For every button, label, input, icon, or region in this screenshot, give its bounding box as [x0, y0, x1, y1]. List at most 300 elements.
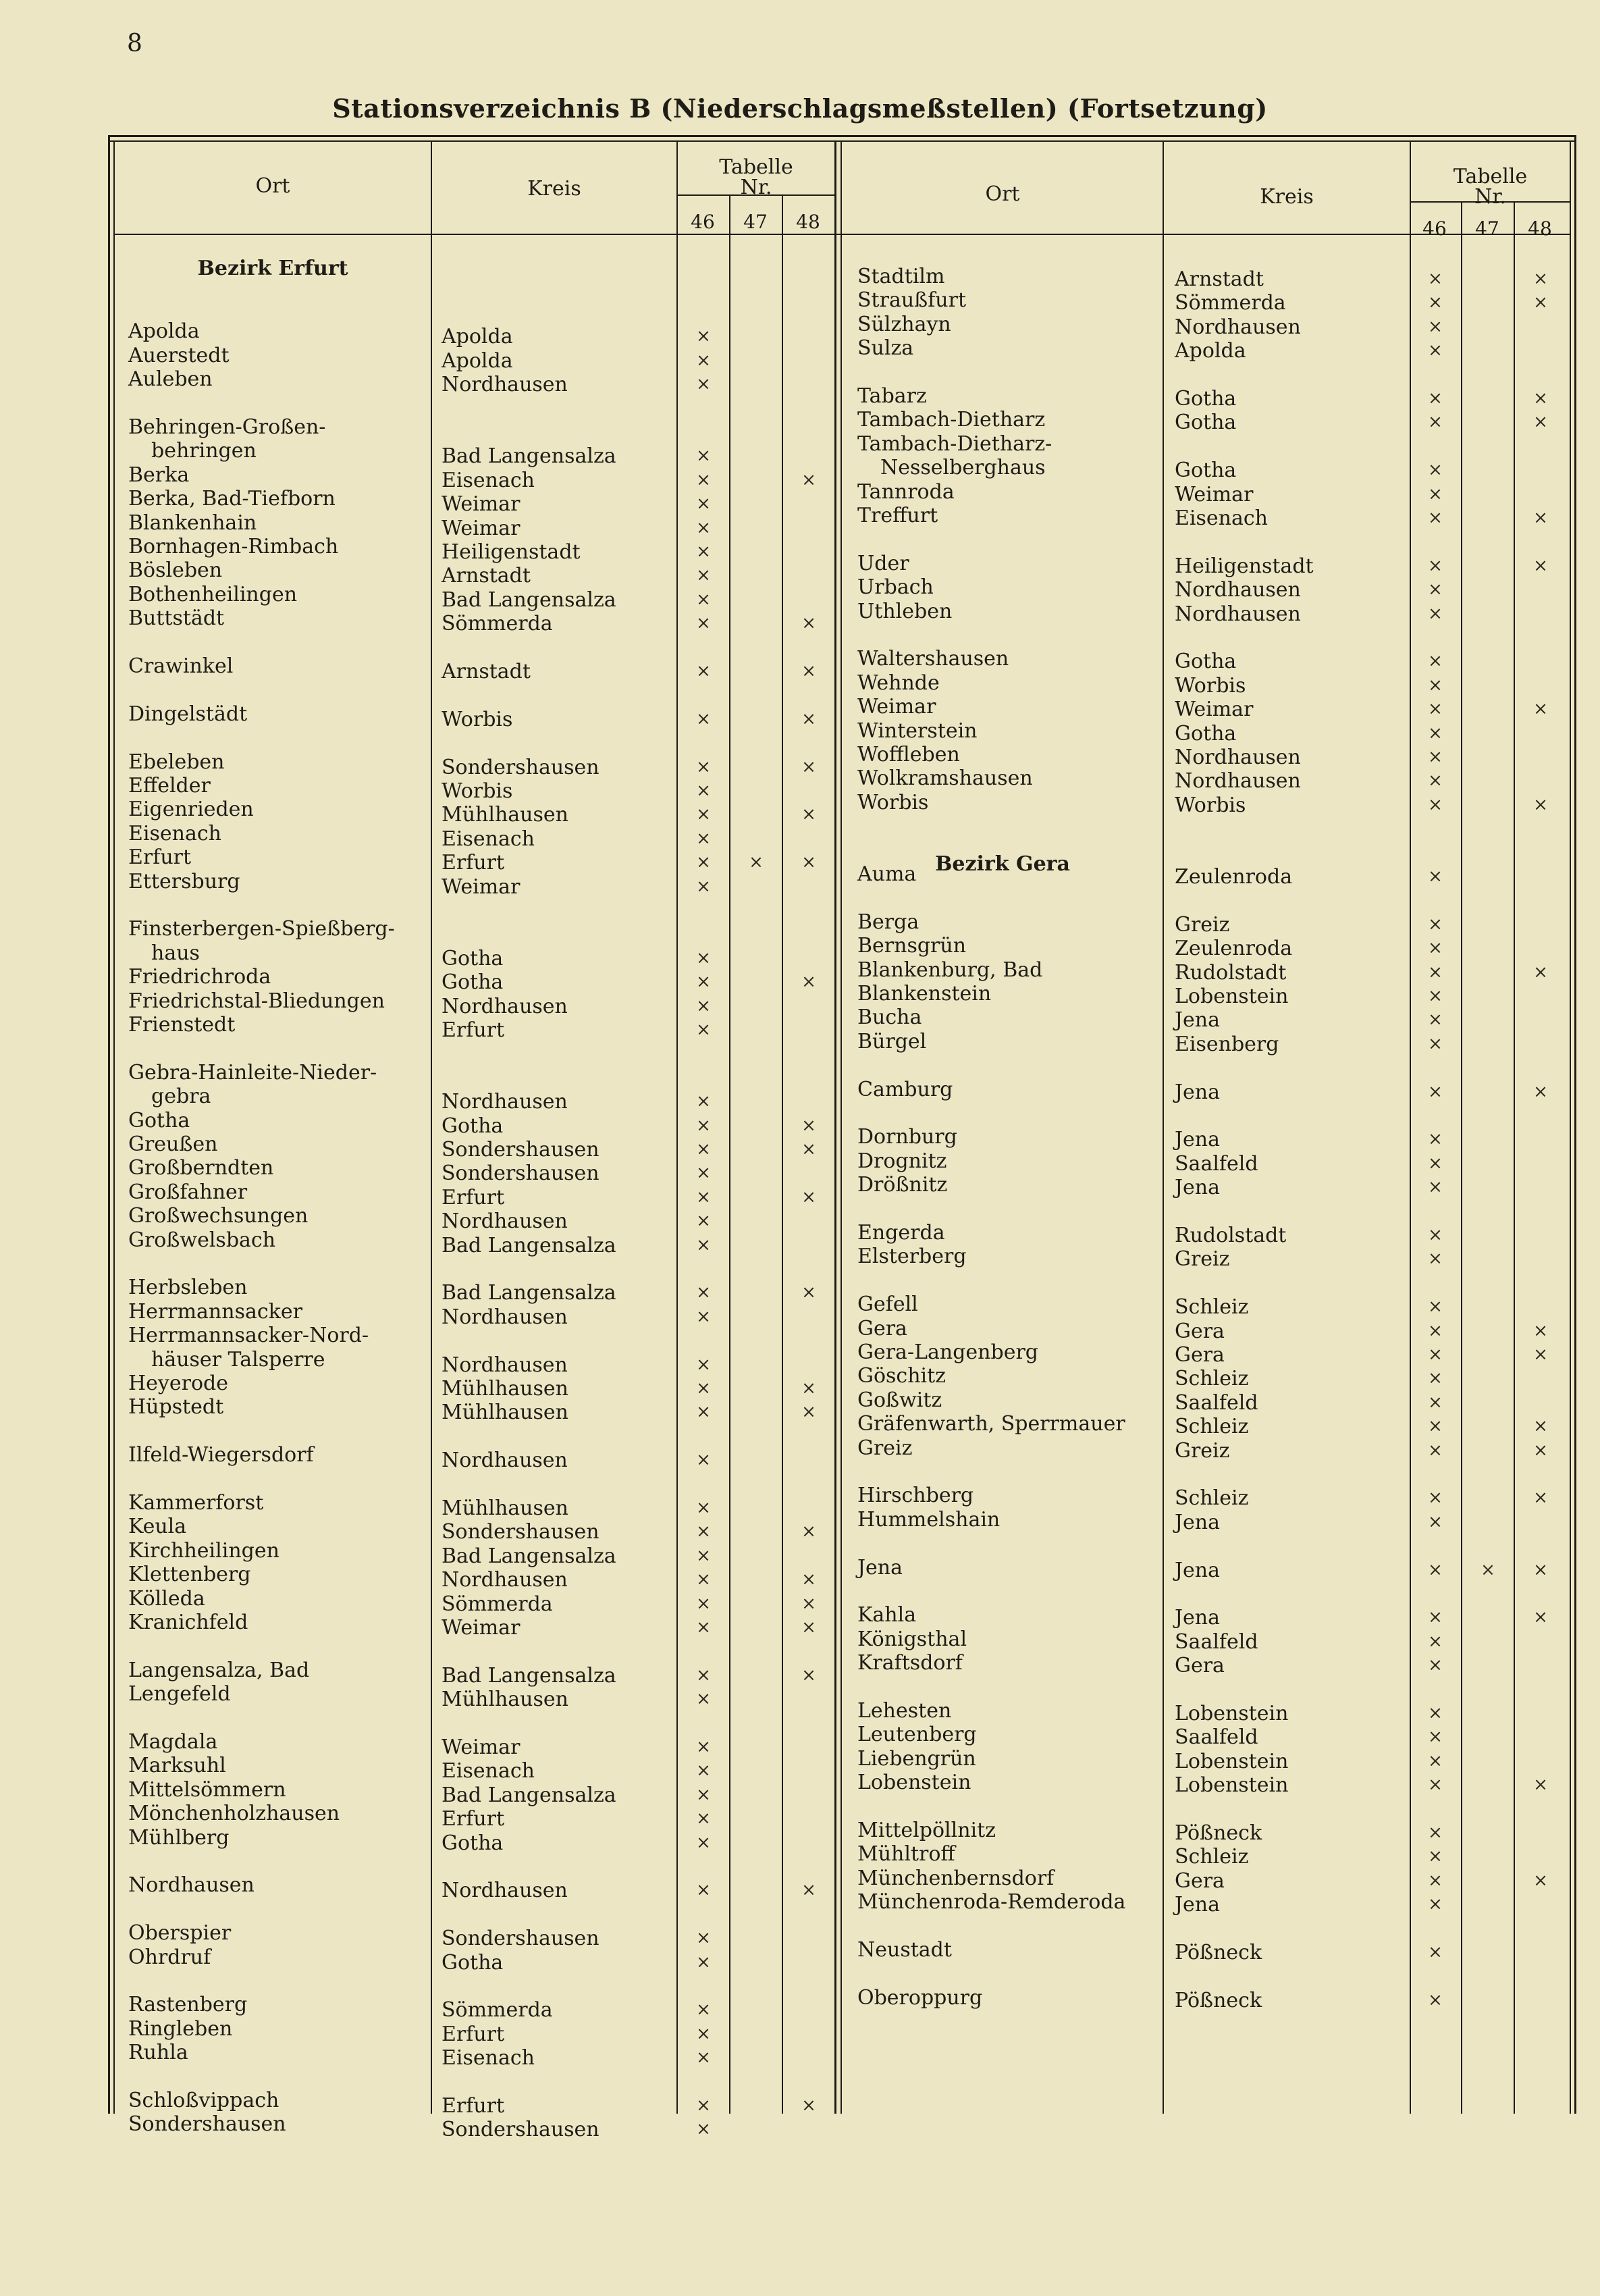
tabelle-46-mark: × [1428, 1703, 1443, 1723]
tabelle-46-mark: × [696, 1234, 711, 1255]
tabelle-46-mark: × [1428, 1297, 1443, 1317]
tabelle-48-mark: × [1533, 699, 1548, 720]
ort-cell: Mühltroff [857, 1842, 955, 1867]
kreis-cell: Jena [1175, 1008, 1220, 1033]
kreis-cell: Lobenstein [1175, 1749, 1289, 1773]
ort-cell: Bothenheilingen [128, 582, 298, 606]
tabelle-46-mark: × [1428, 1727, 1443, 1748]
ort-cell: Auleben [128, 367, 213, 392]
tabelle-46-mark: × [696, 1211, 711, 1232]
table-row [108, 719, 1576, 746]
tabelle-48-mark: × [801, 1521, 816, 1542]
kreis-cell: Jena [1175, 1558, 1220, 1582]
tabelle-46-mark: × [696, 1186, 711, 1207]
tabelle-46-mark: × [696, 1880, 711, 1901]
ort-cell: Gotha [128, 1108, 190, 1132]
tabelle-48-mark: × [801, 1617, 816, 1638]
table-row [108, 480, 1576, 504]
tabelle-46-mark: × [696, 1617, 711, 1638]
tabelle-46-mark: × [1428, 316, 1443, 337]
tabelle-46-mark: × [1428, 292, 1443, 313]
tabelle-46-mark: × [1428, 962, 1443, 983]
kreis-cell: Sömmerda [1175, 291, 1286, 315]
tabelle-46-mark: × [696, 589, 711, 610]
kreis-cell: Erfurt [442, 2094, 505, 2118]
tabelle-48-mark: × [1533, 1559, 1548, 1580]
tabelle-46-mark: × [696, 947, 711, 968]
table-row [108, 1938, 1576, 1962]
page-title: Stationsverzeichnis B (Niederschlagsmeßstellen) (Fortsetzung) [332, 93, 1268, 124]
ort-cell: Kölleda [128, 1586, 205, 1611]
kreis-cell: Sondershausen [442, 2118, 599, 2142]
tabelle-46-mark: × [696, 542, 711, 562]
ort-cell: Berga [857, 910, 919, 934]
table-row [108, 1890, 1576, 1917]
kreis-cell: Gotha [1175, 721, 1237, 746]
tabelle-46-mark: × [1428, 555, 1443, 576]
tabelle-46-mark: × [1428, 1894, 1443, 1915]
tabelle-48-mark: × [1533, 1345, 1548, 1365]
kreis-cell: Schleiz [1175, 1295, 1249, 1320]
ort-cell: Königsthal [857, 1627, 967, 1651]
ort-cell: Neustadt [857, 1938, 952, 1962]
table-row [108, 1842, 1576, 1869]
tabelle-46-mark: × [696, 1450, 711, 1471]
table-row [108, 408, 1576, 435]
ort-cell: Effelder [128, 774, 211, 798]
station-table [108, 135, 1576, 2142]
tabelle-47-mark: × [749, 852, 764, 873]
table-row [108, 695, 1576, 722]
ort-cell: Eisenach [128, 821, 221, 845]
table-row [108, 1747, 1576, 1771]
ort-cell: Großwelsbach [128, 1228, 276, 1252]
left-col48-header: 48 [796, 211, 820, 233]
ort-cell: Nordhausen [128, 1873, 255, 1898]
right-col48-header: 48 [1528, 217, 1552, 240]
tabelle-48-mark: × [801, 1186, 816, 1207]
tabelle-46-mark: × [1428, 1870, 1443, 1891]
tabelle-48-mark: × [1533, 292, 1548, 313]
tabelle-48-mark: × [801, 852, 816, 873]
ort-cell: Gera [857, 1316, 907, 1340]
left-nr-header: Nr. [740, 176, 772, 199]
ort-cell: Goßwitz [857, 1388, 942, 1412]
ort-cell: Tannroda [857, 479, 955, 504]
kreis-cell: Gera [1175, 1319, 1225, 1343]
tabelle-46-mark: × [696, 781, 711, 801]
kreis-cell: Gotha [1175, 459, 1237, 483]
kreis-cell: Erfurt [442, 1185, 505, 1209]
kreis-cell: Arnstadt [442, 564, 531, 588]
tabelle-46-mark: × [1428, 1081, 1443, 1102]
tabelle-48-mark: × [1533, 1081, 1548, 1102]
tabelle-48-mark: × [1533, 412, 1548, 433]
kreis-cell: Mühlhausen [442, 803, 568, 827]
kreis-cell: Heiligenstadt [442, 540, 581, 564]
tabelle-48-mark: × [801, 1593, 816, 1614]
kreis-cell: Nordhausen [1175, 769, 1301, 793]
tabelle-46-mark: × [696, 1545, 711, 1566]
tabelle-46-mark: × [696, 613, 711, 634]
ort-cell: Ilfeld-Wiegersdorf [128, 1443, 314, 1467]
kreis-cell: Nordhausen [442, 1305, 568, 1329]
ort-cell: Mittelpöllnitz [857, 1819, 996, 1842]
tabelle-46-mark: × [696, 1521, 711, 1542]
kreis-cell: Gotha [1175, 387, 1237, 411]
kreis-cell: Heiligenstadt [1175, 554, 1314, 578]
tabelle-46-mark: × [1428, 938, 1443, 959]
left-col47-header: 47 [743, 211, 768, 233]
tabelle-46-mark: × [1428, 1631, 1443, 1652]
tabelle-46-mark: × [1428, 1775, 1443, 1796]
kreis-cell: Schleiz [1175, 1486, 1249, 1511]
ort-cell: Herrmannsacker-Nord- [128, 1324, 369, 1348]
tabelle-46-mark: × [1428, 1249, 1443, 1270]
tabelle-46-mark: × [696, 1402, 711, 1423]
ort-cell: häuser Talsperre [151, 1347, 325, 1372]
kreis-cell: Arnstadt [1175, 267, 1264, 291]
ort-cell: Gebra-Hainleite-Nieder- [128, 1060, 377, 1085]
table-row [108, 336, 1576, 363]
ort-cell: Urbach [857, 575, 934, 600]
ort-cell: Treffurt [857, 504, 938, 527]
table-row [108, 1412, 1576, 1439]
table-row [108, 288, 1576, 315]
kreis-cell: Gotha [442, 1831, 504, 1855]
table-row [108, 1627, 1576, 1654]
kreis-cell: Erfurt [442, 851, 505, 875]
kreis-cell: Nordhausen [442, 994, 568, 1018]
ort-cell: Waltershausen [857, 647, 1009, 671]
tabelle-46-mark: × [1428, 484, 1443, 504]
table-row [108, 2016, 1576, 2046]
table-row [108, 1699, 1576, 1723]
right-section-heading: Bezirk Gera [935, 852, 1070, 876]
kreis-cell: Worbis [1175, 673, 1246, 698]
ort-cell: Münchenbernsdorf [857, 1866, 1055, 1890]
tabelle-46-mark: × [696, 1593, 711, 1614]
ort-cell: Sulza [857, 336, 914, 361]
kreis-cell: Bad Langensalza [442, 444, 616, 469]
ort-cell: Herrmannsacker [128, 1299, 302, 1324]
kreis-cell: Apolda [442, 325, 513, 349]
left-ort-header: Ort [255, 174, 290, 198]
right-col46-header: 46 [1422, 217, 1447, 240]
ort-cell: Winterstein [857, 719, 978, 743]
ort-cell: Keula [128, 1515, 187, 1539]
tabelle-48-mark: × [801, 2095, 816, 2116]
tabelle-46-mark: × [1428, 1511, 1443, 1532]
tabelle-48-mark: × [1533, 269, 1548, 289]
ort-cell: Frienstedt [128, 1013, 236, 1037]
tabelle-46-mark: × [696, 1760, 711, 1781]
tabelle-46-mark: × [696, 2095, 711, 2116]
tabelle-46-mark: × [696, 1306, 711, 1327]
tabelle-46-mark: × [1428, 794, 1443, 815]
ort-cell: Friedrichstal-Bliedungen [128, 989, 385, 1013]
tabelle-48-mark: × [801, 1880, 816, 1901]
table-row [108, 821, 1576, 851]
tabelle-46-mark: × [1428, 1488, 1443, 1509]
ort-cell: Drognitz [857, 1149, 947, 1173]
tabelle-46-mark: × [1428, 579, 1443, 600]
tabelle-46-mark: × [696, 1354, 711, 1375]
tabelle-46-mark: × [1428, 412, 1443, 433]
ort-cell: Gefell [857, 1293, 918, 1317]
tabelle-46-mark: × [696, 708, 711, 729]
kreis-cell: Arnstadt [442, 660, 531, 683]
table-top-rule [108, 135, 1576, 137]
kreis-cell: Worbis [1175, 793, 1246, 817]
tabelle-46-mark: × [1428, 1942, 1443, 1962]
ort-cell: Kraftsdorf [857, 1651, 963, 1675]
tabelle-46-mark: × [696, 374, 711, 395]
tabelle-48-mark: × [801, 1115, 816, 1136]
ort-cell: Oberspier [128, 1921, 232, 1946]
tabelle-46-mark: × [1428, 723, 1443, 743]
kreis-cell: Pößneck [1175, 1821, 1262, 1845]
tabelle-46-mark: × [1428, 1989, 1443, 2010]
ort-cell: Kammerforst [128, 1491, 264, 1515]
ort-cell: Großfahner [128, 1180, 248, 1204]
ort-cell: Ohrdruf [128, 1945, 211, 1969]
table-row [108, 1245, 1576, 1272]
ort-cell: Drößnitz [857, 1173, 948, 1197]
tabelle-46-mark: × [1428, 1823, 1443, 1843]
ort-cell: Eigenrieden [128, 798, 254, 822]
ort-cell: Berka, Bad-Tiefborn [128, 487, 336, 511]
table-row [108, 1556, 1576, 1580]
left-kreis-header: Kreis [527, 177, 581, 201]
tabelle-46-mark: × [696, 1665, 711, 1686]
ort-cell: Bernsgrün [857, 934, 967, 958]
tabelle-48-mark: × [1533, 388, 1548, 409]
kreis-cell: Apolda [1175, 339, 1246, 363]
ort-cell: Worbis [857, 790, 929, 814]
tabelle-48-mark: × [801, 708, 816, 729]
kreis-cell: Jena [1175, 1080, 1220, 1104]
ort-cell: Greußen [128, 1132, 218, 1156]
tabelle-46-mark: × [696, 1020, 711, 1040]
tabelle-46-mark: × [696, 1952, 711, 1973]
kreis-cell: Pößneck [1175, 1988, 1262, 2012]
kreis-cell: Jena [1175, 1510, 1220, 1534]
table-row [108, 384, 1576, 411]
table-row [108, 2089, 1576, 2118]
left-col46-header: 46 [691, 211, 715, 233]
tabelle-48-mark: × [1533, 555, 1548, 576]
ort-cell: behringen [151, 439, 257, 463]
tabelle-46-mark: × [696, 876, 711, 897]
ort-cell: Lengefeld [128, 1682, 231, 1706]
ort-cell: Blankenburg, Bad [857, 958, 1043, 982]
tabelle-48-mark: × [1533, 1320, 1548, 1341]
tabelle-46-mark: × [1428, 1177, 1443, 1198]
tabelle-46-mark: × [1428, 914, 1443, 935]
ort-cell: Friedrichroda [128, 965, 271, 989]
tabelle-48-mark: × [801, 613, 816, 634]
kreis-cell: Saalfeld [1175, 1390, 1258, 1415]
tabelle-46-mark: × [696, 1378, 711, 1399]
ort-cell: Klettenberg [128, 1563, 251, 1587]
ort-cell: Jena [857, 1555, 903, 1580]
tabelle-46-mark: × [696, 2023, 711, 2044]
tabelle-48-mark: × [1533, 1775, 1548, 1796]
tabelle-46-mark: × [1428, 866, 1443, 887]
tabelle-48-mark: × [1533, 962, 1548, 983]
ort-cell: Hüpstedt [128, 1395, 224, 1419]
kreis-cell: Saalfeld [1175, 1629, 1258, 1654]
tabelle-48-mark: × [801, 469, 816, 490]
kreis-cell: Bad Langensalza [442, 1281, 616, 1305]
tabelle-46-mark: × [1428, 1750, 1443, 1771]
ort-cell: Münchenroda-Remderoda [857, 1890, 1126, 1914]
tabelle-46-mark: × [1428, 1345, 1443, 1365]
tabelle-46-mark: × [696, 804, 711, 825]
tabelle-46-mark: × [1428, 1846, 1443, 1867]
ort-cell: Bösleben [128, 558, 223, 583]
kreis-cell: Weimar [1175, 482, 1254, 506]
kreis-cell: Weimar [442, 875, 521, 899]
ort-cell: Kirchheilingen [128, 1538, 279, 1563]
tabelle-46-mark: × [696, 1498, 711, 1518]
tabelle-46-mark: × [1428, 986, 1443, 1006]
kreis-cell: Sömmerda [442, 612, 553, 636]
tabelle-48-mark: × [801, 1378, 816, 1399]
table-row [108, 1173, 1576, 1200]
ort-cell: Stadtilm [857, 265, 945, 288]
kreis-cell: Jena [1175, 1176, 1220, 1200]
kreis-cell: Bad Langensalza [442, 1233, 616, 1257]
kreis-cell: Nordhausen [442, 1353, 568, 1377]
tabelle-48-mark: × [801, 756, 816, 777]
ort-cell: Engerda [857, 1221, 945, 1245]
tabelle-46-mark: × [1428, 1010, 1443, 1030]
tabelle-48-mark: × [1533, 508, 1548, 528]
tabelle-46-mark: × [696, 972, 711, 993]
kreis-cell: Weimar [1175, 698, 1254, 722]
kreis-cell: Gera [1175, 1869, 1225, 1893]
kreis-cell: Greiz [1175, 912, 1230, 937]
ort-cell: Woffleben [857, 743, 960, 766]
table-row [108, 2041, 1576, 2070]
kreis-cell: Sondershausen [442, 755, 599, 779]
table-top-rule-inner [108, 140, 1576, 142]
kreis-cell: Sondershausen [442, 1520, 599, 1544]
table-row [108, 934, 1576, 961]
kreis-cell: Nordhausen [1175, 315, 1301, 339]
kreis-cell: Schleiz [1175, 1415, 1249, 1439]
kreis-cell: Bad Langensalza [442, 588, 616, 612]
tabelle-46-mark: × [1428, 1320, 1443, 1341]
kreis-cell: Weimar [442, 1616, 521, 1640]
ort-cell: Hirschberg [857, 1484, 974, 1508]
ort-cell: Leutenberg [857, 1723, 977, 1747]
kreis-cell: Eisenberg [1175, 1032, 1279, 1056]
ort-cell: Tambach-Dietharz- [857, 432, 1052, 456]
ort-cell: Lehesten [857, 1699, 952, 1723]
kreis-cell: Schleiz [1175, 1367, 1249, 1391]
ort-cell: Erfurt [128, 845, 192, 870]
tabelle-46-mark: × [696, 446, 711, 467]
page-number: 8 [127, 30, 142, 57]
tabelle-46-mark: × [696, 1832, 711, 1853]
ort-cell: Auerstedt [128, 343, 230, 367]
tabelle-46-mark: × [1428, 675, 1443, 696]
tabelle-46-mark: × [1428, 1033, 1443, 1054]
ort-cell: Ringleben [128, 2016, 233, 2041]
left-section-heading: Bezirk Erfurt [197, 257, 348, 280]
kreis-cell: Nordhausen [442, 1879, 568, 1903]
tabelle-46-mark: × [1428, 603, 1443, 624]
kreis-cell: Saalfeld [1175, 1725, 1258, 1750]
kreis-cell: Lobenstein [1175, 1702, 1289, 1725]
ort-cell: gebra [151, 1085, 211, 1109]
ort-cell: Gräfenwarth, Sperrmauer [857, 1412, 1125, 1436]
kreis-cell: Weimar [442, 1736, 521, 1759]
kreis-cell: Jena [1175, 1893, 1220, 1917]
tabelle-46-mark: × [696, 565, 711, 586]
ort-cell: Dornburg [857, 1125, 957, 1149]
ort-cell: Marksuhl [128, 1754, 226, 1778]
ort-cell: Bucha [857, 1006, 922, 1030]
kreis-cell: Saalfeld [1175, 1151, 1258, 1176]
tabelle-46-mark: × [1428, 460, 1443, 481]
kreis-cell: Nordhausen [442, 1090, 568, 1114]
tabelle-46-mark: × [1428, 1153, 1443, 1174]
tabelle-46-mark: × [696, 517, 711, 538]
kreis-cell: Sondershausen [442, 1162, 599, 1186]
kreis-cell: Bad Langensalza [442, 1783, 616, 1807]
kreis-cell: Gotha [442, 970, 504, 995]
right-col47-header: 47 [1475, 217, 1499, 240]
ort-cell: Ettersburg [128, 869, 240, 893]
kreis-cell: Eisenach [442, 2046, 535, 2070]
kreis-cell: Pößneck [1175, 1941, 1262, 1964]
right-nr-header: Nr. [1474, 185, 1506, 209]
tabelle-48-mark: × [1533, 1607, 1548, 1628]
ort-cell: Uthleben [857, 599, 953, 623]
kreis-cell: Apolda [442, 348, 513, 373]
ort-cell: Finsterbergen-Spießberg- [128, 917, 395, 941]
tabelle-48-mark: × [801, 1569, 816, 1590]
kreis-cell: Sondershausen [442, 1927, 599, 1951]
ort-cell: Liebengrün [857, 1746, 976, 1771]
ort-cell: Großwechsungen [128, 1204, 309, 1228]
tabelle-46-mark: × [696, 756, 711, 777]
tabelle-46-mark: × [1428, 1655, 1443, 1676]
table-row [108, 982, 1576, 1006]
table-row [108, 1508, 1576, 1532]
tabelle-48-mark: × [801, 804, 816, 825]
tabelle-46-mark: × [696, 995, 711, 1016]
tabelle-48-mark: × [1533, 1488, 1548, 1509]
tabelle-46-mark: × [696, 1139, 711, 1159]
kreis-cell: Eisenach [442, 468, 535, 492]
ort-cell: Mittelsömmern [128, 1777, 286, 1802]
kreis-cell: Jena [1175, 1606, 1220, 1630]
tabelle-46-mark: × [696, 1569, 711, 1590]
ort-cell: Gera-Langenberg [857, 1340, 1038, 1364]
tabelle-46-mark: × [696, 350, 711, 371]
ort-cell: Dingelstädt [128, 702, 248, 726]
table-row [108, 2112, 1576, 2142]
tabelle-46-mark: × [696, 2000, 711, 2020]
ort-cell: Sülzhayn [857, 312, 951, 336]
tabelle-46-mark: × [1428, 508, 1443, 528]
kreis-cell: Worbis [442, 707, 513, 731]
